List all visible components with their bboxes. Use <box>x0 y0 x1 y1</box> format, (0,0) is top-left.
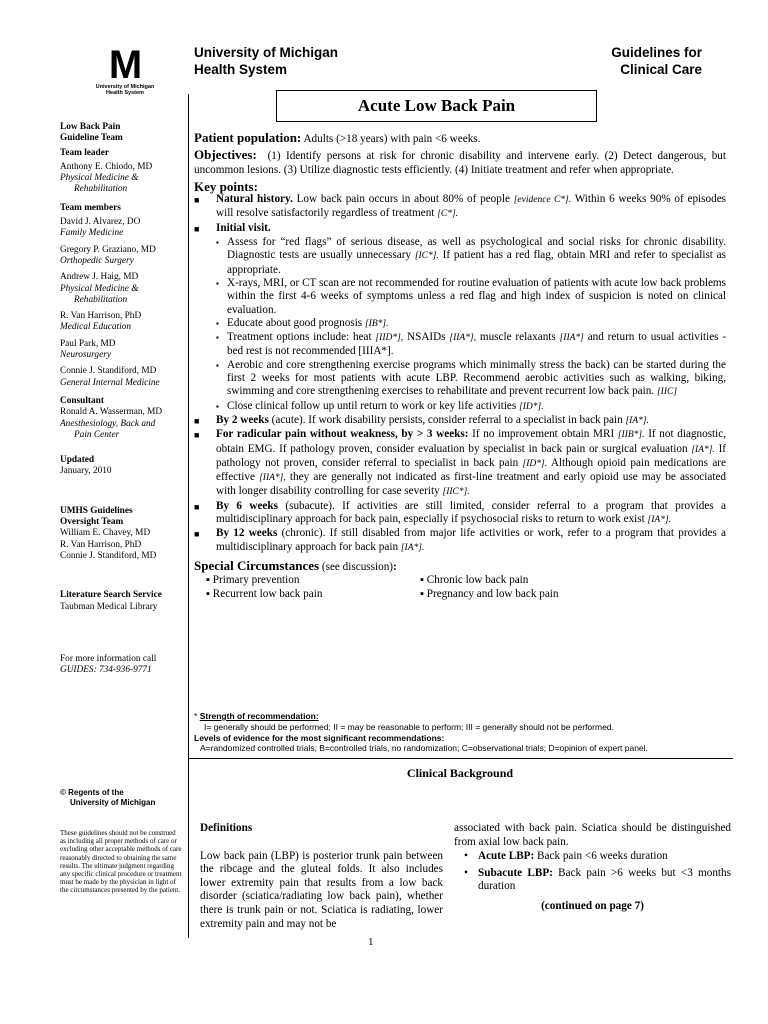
team-members-list <box>60 217 182 389</box>
strength-text: I= generally should be performed; II = may be reasonable to perform; III = generally should not be performed. <box>204 721 614 732</box>
oversight-list <box>60 528 182 562</box>
summary-section <box>194 131 726 601</box>
logo-text-1: University of Michigan <box>95 84 155 90</box>
initial-visit-item: ▪ Close clinical follow up until return to work or key life activities [ID*]. <box>216 399 544 412</box>
updated-date: January, 2010 <box>60 466 112 477</box>
special-item: ▪ Primary prevention <box>206 574 300 587</box>
team-heading: Low Back Pain Guideline Team <box>60 122 123 144</box>
copyright: © Regents of the University of Michigan <box>60 788 156 807</box>
info-line: For more information call <box>60 653 157 664</box>
special-item: ▪ Recurrent low back pain <box>206 587 323 600</box>
definition-bullet: • Acute LBP: Back pain <6 weeks duration <box>464 850 668 863</box>
guidelines-line-1: Guidelines for <box>611 45 702 60</box>
levels-text: A=randomized controlled trials; B=controlled trials, no randomization; C=observational trials; D=opinion of expert panel. <box>200 743 648 754</box>
lit-search-name: Taubman Medical Library <box>60 601 158 612</box>
document-title: Acute Low Back Pain <box>276 90 597 122</box>
special-item: ▪ Chronic low back pain <box>420 574 529 587</box>
clinical-background-heading: Clinical Background <box>406 766 514 780</box>
page-number: 1 <box>368 936 374 948</box>
initial-visit-item: ▪ Aerobic and core strengthening exercise programs which minimally stress the back) can be started during the first 2 weeks for most patients with acute LBP. Recommend aerobic activities such as walking, biking, swimming and core strengthening exercises to rehabilitate and prevent recurrent low back pain. [IIC] <box>216 358 726 398</box>
key-point-initial-visit: ■ Initial visit. <box>194 221 271 234</box>
team-member: Connie J. Standiford, MD General Internal Medicine <box>60 366 160 388</box>
key-point-12-weeks: ■ By 12 weeks (chronic). If still disabled from major life activities or work, refer to a program that provides a multidisciplinary approach for back pain [IA*]. <box>194 527 726 553</box>
strength-label: * Strength of recommendation: <box>194 711 319 721</box>
oversight-heading: UMHS Guidelines Oversight Team <box>60 505 133 528</box>
definitions-column-1 <box>200 822 443 931</box>
oversight-member: R. Van Harrison, PhD <box>60 539 142 550</box>
definitions-paragraph: Low back pain (LBP) is posterior trunk pain between the ribcage and the gluteal folds. It also includes lower extremity pain that results from a low back disorder (sciatica/radiating low back pain), whether there is trunk pain or not. Sciatica is radiating, lower extremity pain and may not be <box>200 849 443 930</box>
team-leader: Anthony E. Chiodo, MD Physical Medicine & Rehabilitation <box>60 161 153 195</box>
team-member: R. Van Harrison, PhD Medical Education <box>60 311 142 333</box>
initial-visit-item: ▪ X-rays, MRI, or CT scan are not recommended for routine evaluation of patients with acute low back problems within the first 4-6 weeks of symptoms unless a red flag and high index of suspicion is noted on clinical evaluation. <box>216 276 726 316</box>
definitions-column-2 <box>454 822 731 914</box>
initial-visit-list <box>194 236 726 414</box>
lit-search-heading: Literature Search Service <box>60 590 162 601</box>
logo-letter: M <box>108 43 142 87</box>
team-member: Gregory P. Graziano, MD Orthopedic Surgery <box>60 244 156 266</box>
definition-bullet: • Subacute LBP: Back pain >6 weeks but <3 months duration <box>464 866 731 893</box>
key-points-heading: Key points: <box>194 178 258 194</box>
org-line-1: University of Michigan <box>194 45 339 60</box>
oversight-member: William E. Chavey, MD <box>60 528 151 539</box>
team-members-label: Team members <box>60 202 121 213</box>
umhs-logo <box>70 43 180 96</box>
key-point-radicular-pain: ■ For radicular pain without weakness, by > 3 weeks: If no improvement obtain MRI [IIB*]. If not diagnostic, obtain EMG. If pathology proven, consider evaluation by specialist in back pain or surgical evaluation [IA*]. If pathology not proven, consider referral to specialist in back pain [ID*]. Although opioid pain medications are effective [IIA*], they are generally not indicated as first-line treatment and early opioid use may be associated with longer disability controlling for case severity [IIC*]. <box>194 428 727 498</box>
team-leader-label: Team leader <box>60 147 109 158</box>
special-circumstances-heading: Special Circumstances (see discussion): <box>194 557 397 573</box>
column-divider <box>188 94 189 938</box>
org-line-2: Health System <box>194 62 288 77</box>
updated-label: Updated <box>60 455 95 466</box>
sidebar <box>60 122 182 676</box>
org-name <box>194 44 338 78</box>
key-point-6-weeks: ■ By 6 weeks (subacute). If activities are still limited, consider referral to a program that provides a multidisciplinary approach for back pain, especially if psychosocial risks to return to work exist [IA*]. <box>194 499 726 526</box>
consultant: Ronald A. Wasserman, MD Anesthesiology, Back and Pain Center <box>60 407 163 440</box>
guides-phone: GUIDES: 734-936-9771 <box>60 665 152 676</box>
key-point-natural-history: ■ Natural history. Low back pain occurs in about 80% of people [evidence C*]. Within 6 weeks 90% of episodes will resolve satisfactorily regardless of treatment [C*]. <box>194 193 727 220</box>
logo-text-2: Health System <box>106 90 144 96</box>
special-circumstances-list <box>206 574 726 601</box>
patient-population: Patient population: Adults (>18 years) with pain <6 weeks. <box>194 130 481 145</box>
key-point-2-weeks: ■ By 2 weeks (acute). If work disability persists, consider referral to a specialist in back pain [IA*]. <box>194 413 649 426</box>
initial-visit-item: ▪ Assess for “red flags” of serious disease, as well as psychological and social risks for chronic disability. Diagnostic tests are usually unnecessary [IC*]. If patient has a red flag, obtain MRI and refer to specialist as appropriate. <box>216 236 726 276</box>
consultant-label: Consultant <box>60 395 104 406</box>
levels-label: Levels of evidence for the most significant recommendations: <box>194 732 445 743</box>
definitions-heading: Definitions <box>200 822 253 834</box>
guidelines-label <box>611 44 702 78</box>
continued-note: (continued on page 7) <box>541 899 644 912</box>
initial-visit-item: ▪ Educate about good prognosis [IB*]. <box>216 316 389 329</box>
disclaimer: These guidelines should not be construed as including all proper methods of care or excluding other acceptable methods of care reasonably directed to obtaining the same results. The ultimate judgment regarding any specific clinical procedure or treatment must be made by the physician in light of the circumstances presented by the patient. <box>60 829 182 895</box>
initial-visit-item: ▪ Treatment options include: heat [IID*], NSAIDs [IIA*], muscle relaxants [IIA*] and return to usual activities - bed rest is not recommended [IIIA*]. <box>216 331 727 358</box>
evidence-footnote <box>194 711 724 754</box>
guidelines-line-2: Clinical Care <box>620 62 702 77</box>
team-member: David J. Alvarez, DO Family Medicine <box>60 217 141 239</box>
special-item: ▪ Pregnancy and low back pain <box>420 587 559 600</box>
definitions-paragraph-cont: associated with back pain. Sciatica should be distinguished from axial low back pain. <box>454 822 731 848</box>
objectives: Objectives: (1) Identify persons at risk for chronic disability and intervene early. (2) Detect dangerous, but uncommon lesions. (3) Utilize diagnostic tests efficiently. (4) Initiate treatment and refer when appropriate. <box>194 147 726 176</box>
section-divider <box>188 758 733 759</box>
team-member: Paul Park, MD Neurosurgery <box>60 338 116 361</box>
oversight-member: Connie J. Standiford, MD <box>60 550 157 561</box>
team-member: Andrew J. Haig, MD Physical Medicine & Rehabilitation <box>60 272 139 305</box>
